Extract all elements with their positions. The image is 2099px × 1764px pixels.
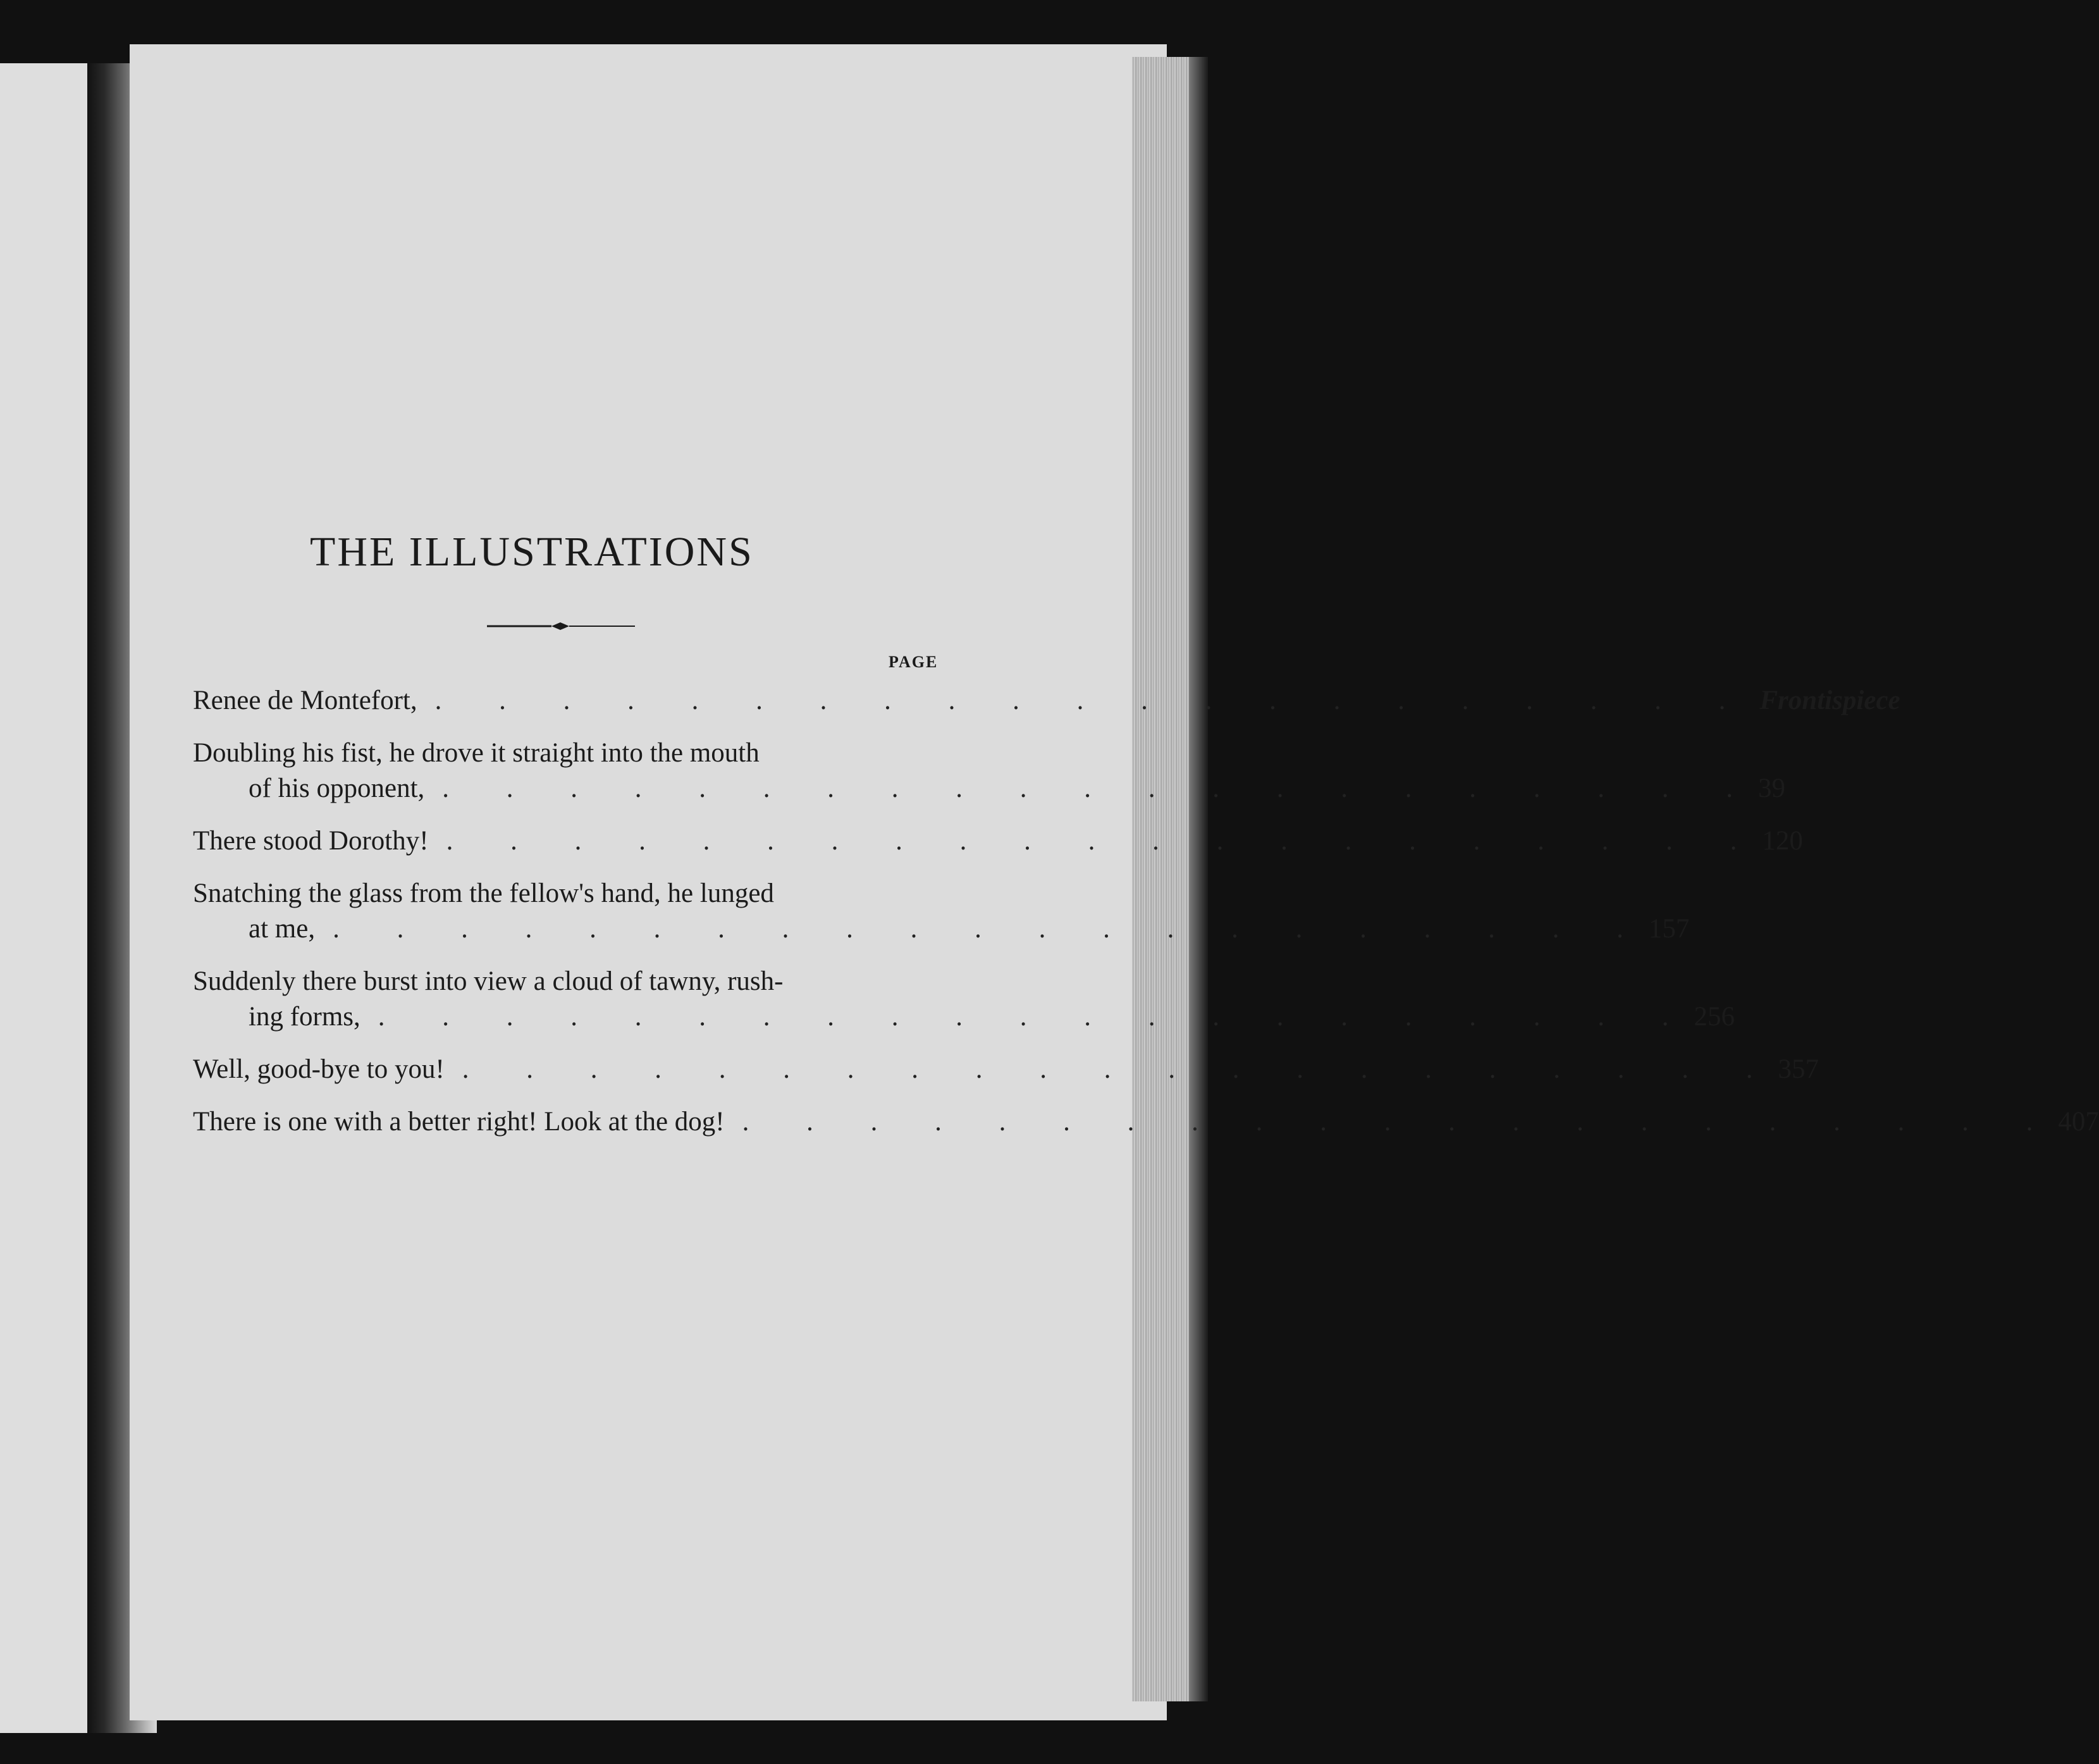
dot-leader: . . . . . . . . . . . . . . . . . . . . . — [333, 914, 1649, 944]
caption-line: There stood Dorothy! — [193, 826, 429, 856]
dot-leader: . . . . . . . . . . . . . . . . . . . . . — [742, 1107, 2059, 1137]
caption-line: Snatching the glass from the fellow's hand, he lunged — [193, 879, 774, 908]
caption-line: at me, — [249, 914, 316, 944]
page-column-label: PAGE — [889, 653, 939, 671]
illustration-caption — [193, 823, 1762, 859]
illustration-caption — [193, 1104, 2058, 1140]
page-number: 157 — [1648, 914, 1690, 944]
caption-line: Well, good-bye to you! — [193, 1054, 445, 1084]
illustration-entry — [193, 876, 1690, 947]
frontispiece-reference: Frontispiece — [1759, 686, 1900, 715]
page-number: 357 — [1778, 1054, 1819, 1084]
illustrations-list — [193, 683, 2099, 1157]
page-number: 39 — [1758, 774, 1786, 803]
dot-leader: . . . . . . . . . . . . . . . . . . . . . — [442, 774, 1759, 803]
page-number: 256 — [1694, 1002, 1735, 1032]
dot-leader: . . . . . . . . . . . . . . . . . . . . . — [462, 1054, 1778, 1084]
caption-line: There is one with a better right! Look at the dog! — [193, 1107, 725, 1137]
illustration-caption — [193, 876, 1649, 947]
dot-leader: . . . . . . . . . . . . . . . . . . . . . — [446, 826, 1763, 856]
facing-page — [0, 63, 95, 1733]
illustration-entry — [193, 964, 1735, 1035]
illustration-entry — [193, 1052, 1819, 1087]
page-title: THE ILLUSTRATIONS — [310, 529, 754, 575]
dot-leader: . . . . . . . . . . . . . . . . . . . . . — [434, 686, 1751, 715]
illustration-entry — [193, 1104, 2099, 1140]
page-number: 120 — [1762, 826, 1803, 856]
caption-line: ing forms, — [249, 1002, 360, 1032]
caption-line: Suddenly there burst into view a cloud of tawny, rush- — [193, 966, 784, 996]
illustration-entry — [193, 683, 1900, 719]
dot-leader: . . . . . . . . . . . . . . . . . . . . . — [378, 1002, 1694, 1032]
ornament-divider — [486, 617, 637, 636]
caption-line: Doubling his fist, he drove it straight into the mouth — [193, 738, 760, 768]
illustration-entry — [193, 823, 1803, 859]
illustration-caption — [193, 964, 1694, 1035]
illustration-entry — [193, 736, 1786, 806]
caption-line: of his opponent, — [249, 774, 425, 803]
illustration-caption — [193, 736, 1758, 806]
illustration-caption — [193, 1052, 1778, 1087]
caption-line: Renee de Montefort, — [193, 686, 417, 715]
illustration-caption — [193, 683, 1900, 719]
page-number: 407 — [2058, 1107, 2099, 1137]
